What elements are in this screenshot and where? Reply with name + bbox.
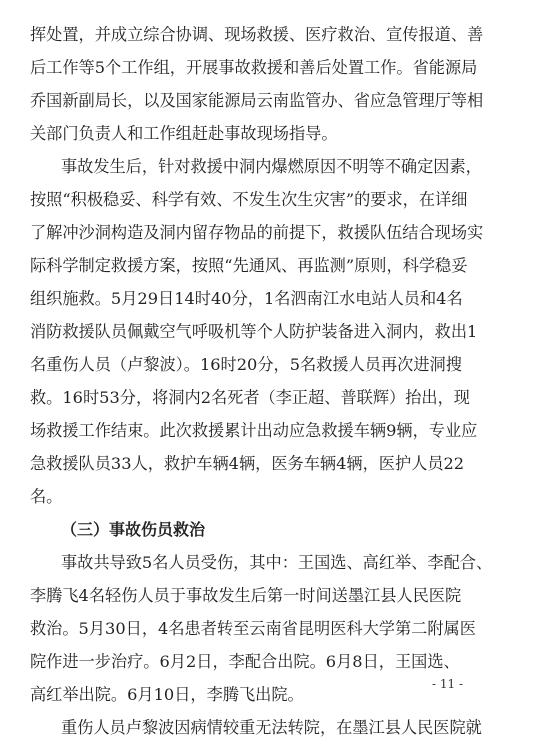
text-line: 高红举出院。6月10日，李腾飞出院。 bbox=[30, 685, 304, 704]
text-line: 消防救援队员佩戴空气呼吸机等个人防护装备进入洞内，救出1 bbox=[30, 322, 478, 341]
text-line: 后工作等5个工作组，开展事故救援和善后处置工作。省能源局 bbox=[30, 58, 478, 77]
paragraph-first-line: 重伤人员卢黎波因病情较重无法转院，在墨江县人民医院就 bbox=[61, 718, 482, 737]
text-line: 名。 bbox=[30, 487, 63, 506]
section-heading: （三）事故伤员救治 bbox=[61, 520, 206, 539]
text-line: 急救援队员33人，救护车辆4辆，医务车辆4辆，医护人员22 bbox=[30, 454, 465, 473]
page-number: - 11 - bbox=[431, 677, 463, 691]
text-line: 院作进一步治疗。6月2日，李配合出院。6月8日，王国选、 bbox=[30, 652, 460, 671]
text-line: 了解冲沙洞构造及洞内留存物品的前提下，救援队伍结合现场实 bbox=[30, 223, 484, 242]
text-line: 救。16时53分，将洞内2名死者（李正超、普联辉）抬出，现 bbox=[30, 388, 470, 407]
text-line: 名重伤人员（卢黎波）。16时20分，5名救援人员再次进洞搜 bbox=[30, 355, 462, 374]
text-line: 救治。5月30日，4名患者转至云南省昆明医科大学第二附属医 bbox=[30, 619, 476, 638]
text-line: 组织施救。5月29日14时40分，1名泗南江水电站人员和4名 bbox=[30, 289, 463, 308]
text-line: 挥处置，并成立综合协调、现场救援、医疗救治、宣传报道、善 bbox=[30, 25, 484, 44]
text-line: 李腾飞4名轻伤人员于事故发生后第一时间送墨江县人民医院 bbox=[30, 586, 462, 605]
text-line: 际科学制定救援方案，按照“先通风、再监测”原则，科学稳妥 bbox=[30, 256, 468, 275]
paragraph-first-line: 事故共导致5名人员受伤，其中：王国选、高红举、李配合、 bbox=[61, 553, 493, 572]
text-line: 乔国新副局长，以及国家能源局云南监管办、省应急管理厅等相 bbox=[30, 91, 484, 110]
text-line: 关部门负责人和工作组赶赴事故现场指导。 bbox=[30, 124, 338, 143]
text-line: 场救援工作结束。此次救援累计出动应急救援车辆9辆，专业应 bbox=[30, 421, 478, 440]
text-line: 按照“积极稳妥、科学有效、不发生次生灾害”的要求，在详细 bbox=[30, 190, 468, 209]
paragraph-first-line: 事故发生后，针对救援中洞内爆燃原因不明等不确定因素， bbox=[61, 157, 482, 176]
body-text bbox=[30, 18, 517, 744]
